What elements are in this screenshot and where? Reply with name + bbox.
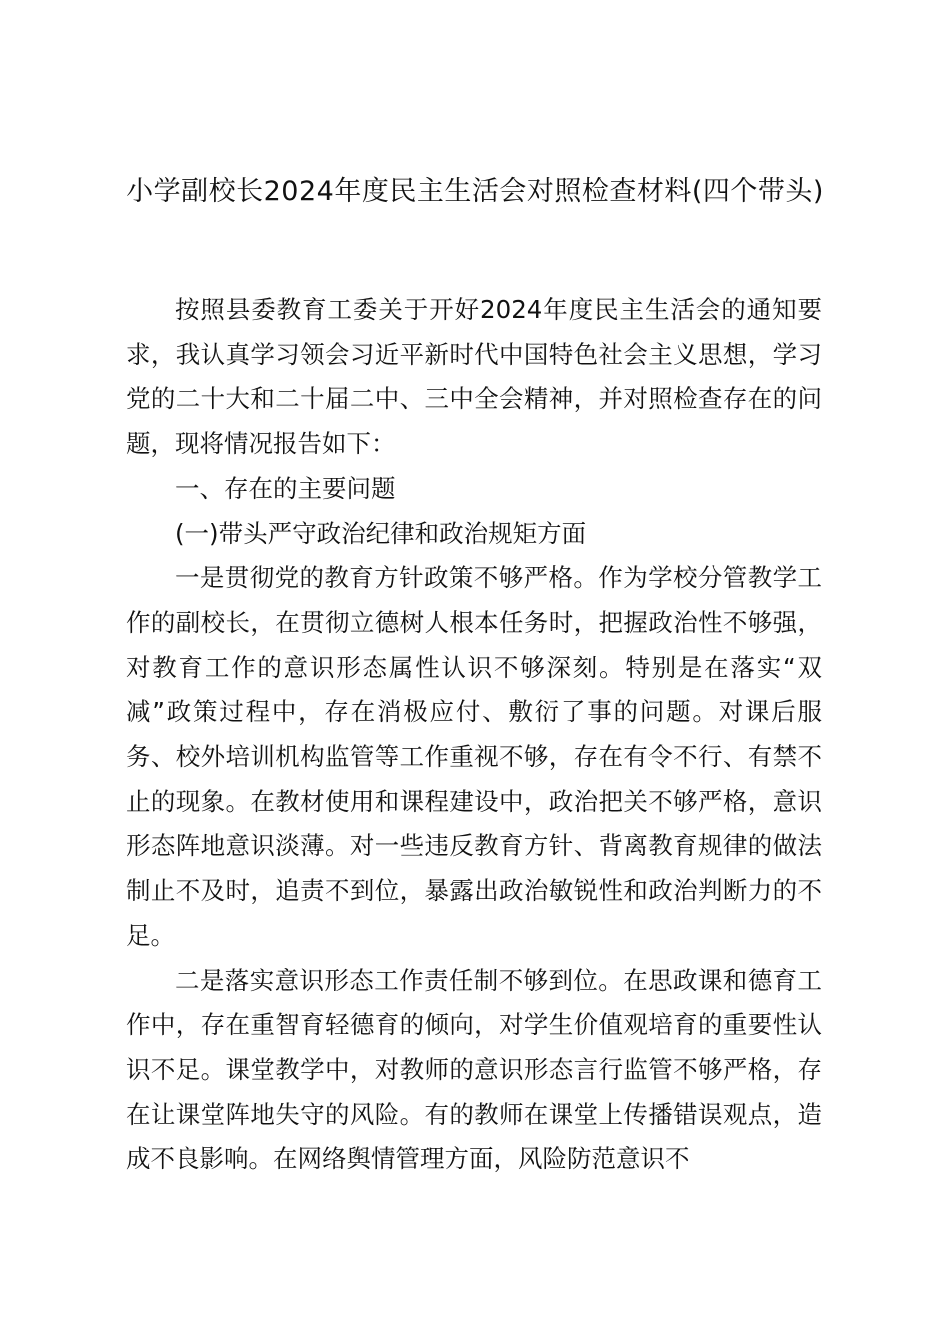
section-heading: 一、存在的主要问题 — [175, 473, 396, 503]
document-body — [126, 288, 822, 1182]
body-paragraph-2: 二是落实意识形态工作责任制不够到位。在思政课和德育工作中，存在重智育轻德育的倾向，对学生价值观培育的重要性认识不足。课堂教学中，对教师的意识形态言行监管不够严格，存在让课堂阵地失守的风险。有的教师在课堂上传播错误观点，造成不良影响。在网络舆情管理方面，风险防范意识不 — [126, 965, 822, 1174]
document-title: 小学副校长2024年度民主生活会对照检查材料(四个带头) — [126, 176, 824, 207]
intro-paragraph: 按照县委教育工委关于开好2024年度民主生活会的通知要求，我认真学习领会习近平新时代中国特色社会主义思想，学习党的二十大和二十届二中、三中全会精神，并对照检查存在的问题，现将情况报告如下： — [126, 295, 822, 459]
body-paragraph-1: 一是贯彻党的教育方针政策不够严格。作为学校分管教学工作的副校长，在贯彻立德树人根本任务时，把握政治性不够强，对教育工作的意识形态属性认识不够深刻。特别是在落实“双减”政策过程中，存在消极应付、敷衍了事的问题。对课后服务、校外培训机构监管等工作重视不够，存在有令不行、有禁不止的现象。在教材使用和课程建设中，政治把关不够严格，意识形态阵地意识淡薄。对一些违反教育方针、背离教育规律的做法制止不及时，追责不到位，暴露出政治敏锐性和政治判断力的不足。 — [126, 563, 822, 950]
subsection-heading: (一)带头严守政治纪律和政治规矩方面 — [175, 518, 587, 548]
